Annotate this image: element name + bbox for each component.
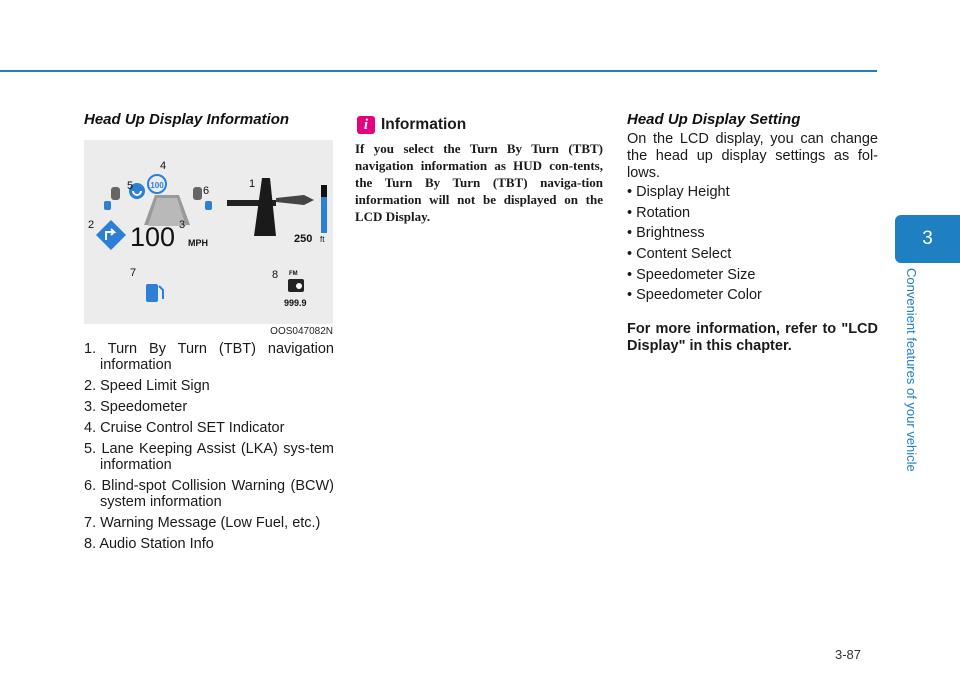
information-title: Information bbox=[381, 116, 467, 133]
list-item: • Speedometer Size bbox=[627, 267, 762, 284]
list-item: • Brightness bbox=[627, 225, 762, 242]
car-icon-right bbox=[193, 187, 202, 200]
speed-unit: MPH bbox=[188, 238, 208, 248]
setting-intro: On the LCD display, you can change the head up display settings as fol-lows. bbox=[627, 131, 878, 181]
list-item: 8. Audio Station Info bbox=[84, 536, 214, 552]
callout-2: 2 bbox=[88, 219, 95, 231]
figure-caption: OOS047082N bbox=[270, 326, 333, 337]
list-item: • Content Select bbox=[627, 246, 762, 263]
section-heading-hud-setting: Head Up Display Setting bbox=[627, 111, 801, 128]
list-item: • Rotation bbox=[627, 205, 762, 222]
callout-4: 4 bbox=[160, 160, 167, 172]
information-body: If you select the Turn By Turn (TBT) navigation information as HUD con-tents, the Turn By Turn (TBT) naviga-tion information will not be displayed on the LCD Display. bbox=[355, 141, 603, 224]
callout-3: 3 bbox=[179, 219, 186, 231]
callout-8: 8 bbox=[272, 269, 279, 281]
list-item: 7. Warning Message (Low Fuel, etc.) bbox=[84, 515, 321, 531]
distance-unit: ft bbox=[320, 235, 325, 244]
fuel-icon bbox=[146, 284, 158, 302]
settings-list bbox=[627, 184, 762, 308]
list-item: 6. Blind-spot Collision Warning (BCW) system information bbox=[84, 478, 334, 510]
page-number: 3-87 bbox=[835, 647, 862, 662]
info-icon: i bbox=[357, 116, 375, 134]
list-item: 3. Speedometer bbox=[84, 399, 188, 415]
hud-info-list bbox=[84, 341, 334, 557]
chapter-tab: 3 bbox=[895, 215, 960, 263]
tbt-road-shape bbox=[254, 178, 276, 236]
reference-note: For more information, refer to "LCD Display" in this chapter. bbox=[627, 321, 878, 354]
list-item: 5. Lane Keeping Assist (LKA) sys-tem information bbox=[84, 441, 334, 473]
station-value: 999.9 bbox=[284, 298, 307, 308]
speed-value: 100 bbox=[130, 222, 176, 252]
header-rule bbox=[0, 70, 877, 72]
callout-1: 1 bbox=[249, 178, 256, 190]
section-heading-hud-info: Head Up Display Information bbox=[84, 111, 290, 128]
hud-figure bbox=[84, 140, 333, 324]
list-item: 1. Turn By Turn (TBT) navigation information bbox=[84, 341, 334, 373]
chapter-title: Convenient features of your vehicle bbox=[904, 268, 919, 472]
hud-illustration bbox=[84, 140, 333, 324]
callout-5: 5 bbox=[127, 180, 134, 192]
list-item: 4. Cruise Control SET Indicator bbox=[84, 420, 285, 436]
distance-value: 250 bbox=[294, 233, 313, 245]
car-icon-left bbox=[111, 187, 120, 200]
cruise-set-value: 100 bbox=[150, 181, 164, 190]
list-item: • Speedometer Color bbox=[627, 287, 762, 304]
information-box-header bbox=[357, 116, 466, 134]
list-item: 2. Speed Limit Sign bbox=[84, 378, 210, 394]
callout-7: 7 bbox=[130, 267, 137, 279]
list-item: • Display Height bbox=[627, 184, 762, 201]
chapter-title-vertical bbox=[903, 268, 919, 490]
callout-6: 6 bbox=[203, 185, 210, 197]
fm-label: FM bbox=[289, 271, 298, 277]
